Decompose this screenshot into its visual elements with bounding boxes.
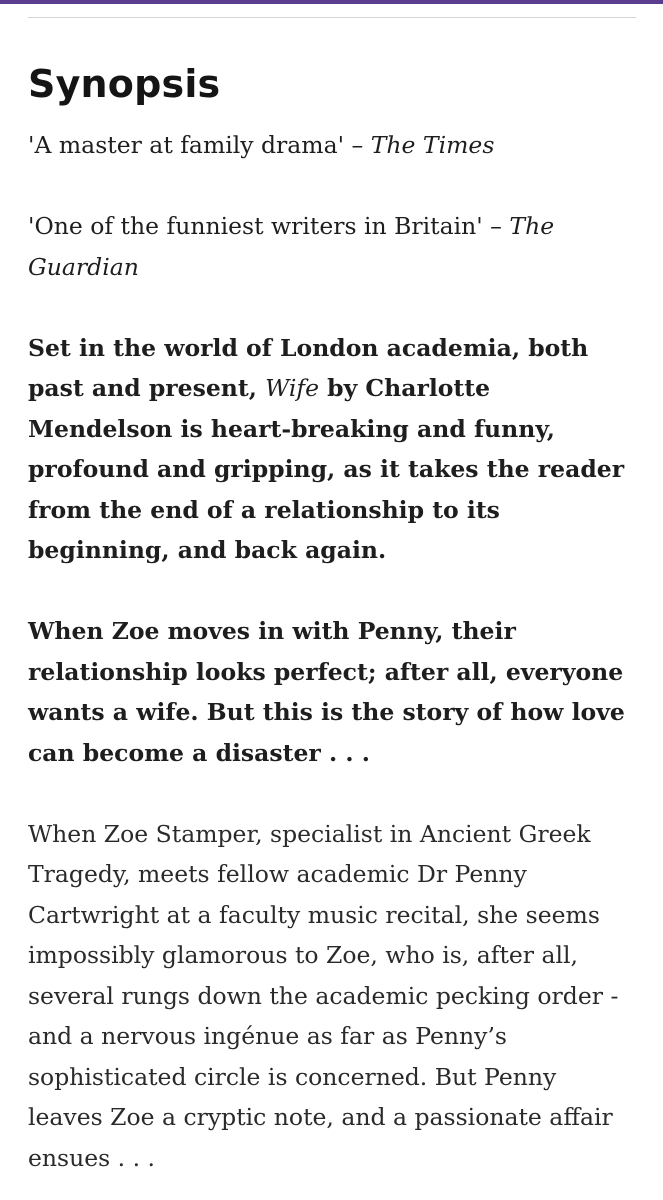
quote-source: The Guardian (28, 212, 555, 281)
quote-text: 'A master at family drama' – (28, 131, 371, 159)
synopsis-section (28, 56, 634, 1178)
quote-text: 'One of the funniest writers in Britain' – (28, 212, 510, 240)
hook-paragraph: When Zoe moves in with Penny, their relationship looks perfect; after all, everyone wants a wife. But this is the story of how love can become a disaster . . . (28, 617, 625, 767)
section-divider (28, 17, 636, 18)
description-paragraph: When Zoe Stamper, specialist in Ancient Greek Tragedy, meets fellow academic Dr Penny Cartwright at a faculty music recital, she seems impossibly glamorous to Zoe, who is, after all, several rungs down the academic pecking order - and a nervous ingénue as far as Penny’s sophisticated circle is concerned. But Penny leaves Zoe a cryptic note, and a passionate affair ensues . . . (28, 819, 619, 1172)
quote-source: The Times (370, 131, 495, 159)
blurb-paragraph (28, 328, 634, 571)
review-quote-times (28, 125, 634, 166)
blurb-text-end: by Charlotte Mendelson is heart-breaking and funny, profound and gripping, as it takes the reader from the end of a relationship to its beginning, and back again. (28, 374, 625, 564)
book-title: Wife (265, 374, 319, 402)
blurb-text-start: Set in the world of London academia, both past and present, (28, 333, 589, 402)
top-accent-bar (0, 0, 663, 4)
review-quote-guardian (28, 206, 634, 287)
section-title: Synopsis (28, 62, 221, 106)
